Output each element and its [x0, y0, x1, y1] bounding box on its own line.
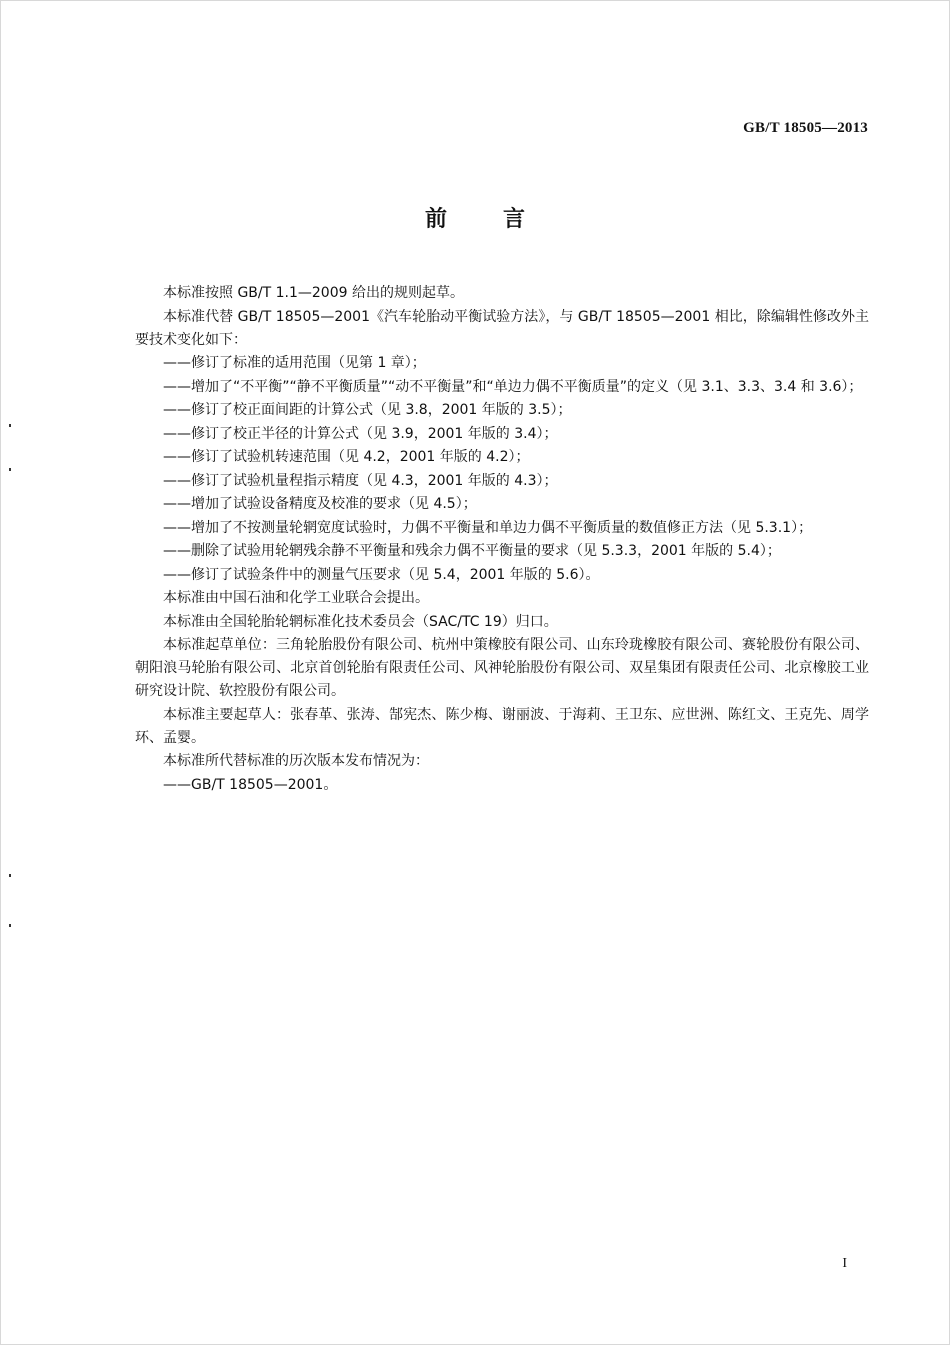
paragraph: 本标准主要起草人：张春革、张涛、郜宪杰、陈少梅、谢丽波、于海莉、王卫东、应世洲、陈红文、王克先、周学环、孟婴。	[135, 706, 869, 746]
change-item: ——修订了标准的适用范围（见第 1 章）；	[163, 355, 426, 371]
paragraph: 本标准起草单位：三角轮胎股份有限公司、杭州中策橡胶有限公司、山东玲珑橡胶有限公司、赛轮股份有限公司、朝阳浪马轮胎有限公司、北京首创轮胎有限责任公司、风神轮胎股份有限公司、双星集团有限责任公司、北京橡胶工业研究设计院、软控股份有限公司。	[135, 637, 869, 699]
change-item: ——修订了试验机转速范围（见 4.2，2001 年版的 4.2）；	[163, 449, 530, 465]
history-item: ——GB/T 18505—2001。	[163, 776, 338, 793]
paragraph: 本标准代替 GB/T 18505—2001《汽车轮胎动平衡试验方法》，与 GB/T 18505—2001 相比，除编辑性修改外主要技术变化如下：	[135, 308, 869, 348]
change-item: ——修订了校正面间距的计算公式（见 3.8，2001 年版的 3.5）；	[163, 402, 572, 418]
change-item: ——增加了不按测量轮辋宽度试验时，力偶不平衡量和单边力偶不平衡质量的数值修正方法（见 5.3.1）；	[163, 519, 813, 536]
paragraph: 本标准按照 GB/T 1.1—2009 给出的规则起草。	[163, 285, 464, 301]
change-item: ——修订了试验机量程指示精度（见 4.3，2001 年版的 4.3）；	[163, 472, 558, 489]
standard-code: GB/T 18505—2013	[743, 120, 868, 136]
page-number: I	[842, 1256, 847, 1271]
paragraph: 本标准所代替标准的历次版本发布情况为：	[163, 753, 429, 769]
document-body	[135, 282, 869, 797]
page-title: 前言	[424, 207, 581, 232]
change-item: ——增加了试验设备精度及校准的要求（见 4.5）；	[163, 496, 477, 512]
scan-mark	[9, 468, 11, 471]
paragraph: 本标准由全国轮胎轮辋标准化技术委员会（SAC/TC 19）归口。	[163, 613, 558, 630]
change-item: ——修订了试验条件中的测量气压要求（见 5.4，2001 年版的 5.6）。	[163, 566, 600, 583]
change-item: ——修订了校正半径的计算公式（见 3.9，2001 年版的 3.4）；	[163, 425, 558, 442]
paragraph: 本标准由中国石油和化学工业联合会提出。	[163, 590, 429, 606]
scan-mark	[9, 924, 11, 927]
change-item: ——增加了“不平衡”“静不平衡质量”“动不平衡量”和“单边力偶不平衡质量”的定义（见 3.1、3.3、3.4 和 3.6）；	[163, 378, 863, 395]
change-item: ——删除了试验用轮辋残余静不平衡量和残余力偶不平衡量的要求（见 5.3.3，2001 年版的 5.4）；	[163, 543, 781, 559]
scan-mark	[9, 874, 11, 877]
scan-mark	[9, 424, 11, 427]
